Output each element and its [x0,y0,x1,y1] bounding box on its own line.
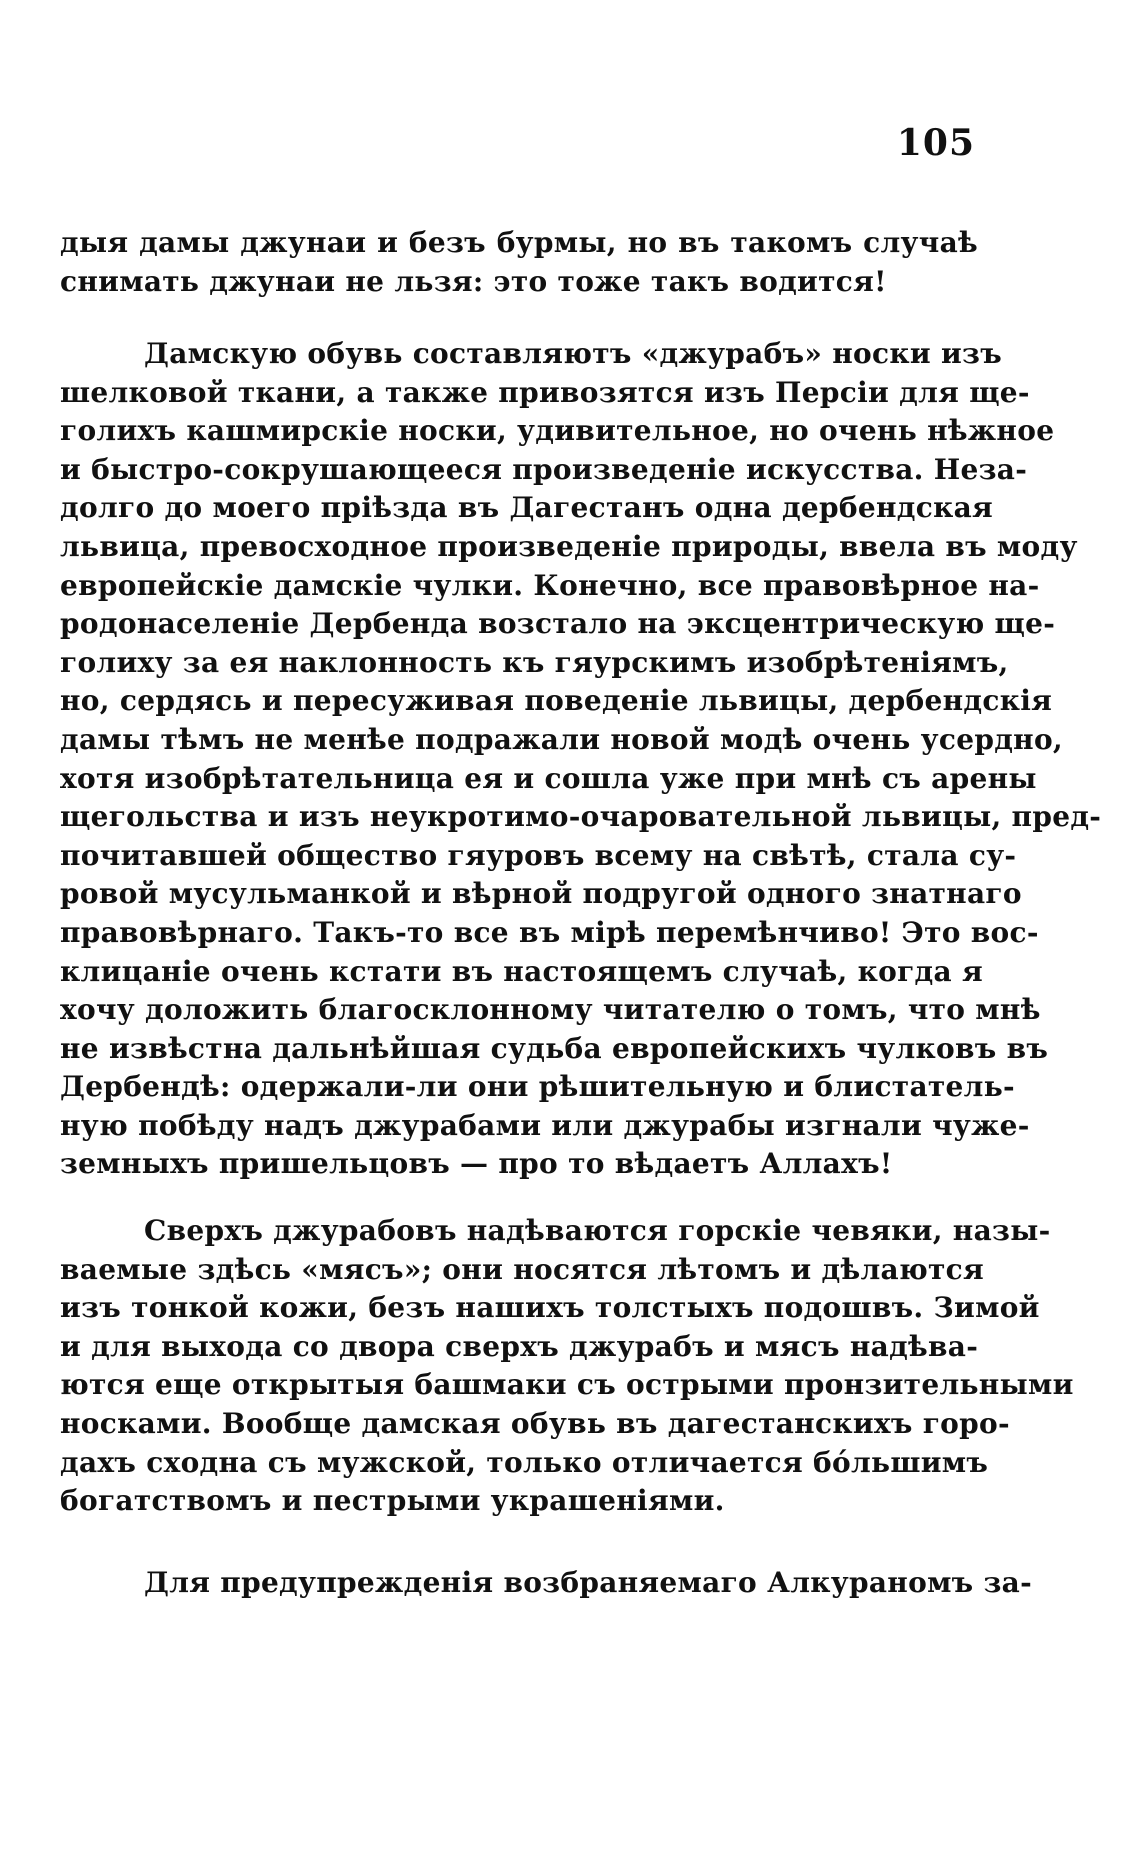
text-line: хочу доложить благосклонному читателю о томъ, что мнѣ [60,993,1041,1027]
text-line: богатствомъ и пестрыми украшеніями. [60,1484,725,1518]
text-line: европейскіе дамскіе чулки. Конечно, все правовѣрное на- [60,568,1040,602]
text-line: снимать джунаи не льзя: это тоже такъ водится! [60,264,887,298]
text-line: Сверхъ джурабовъ надѣваются горскіе чевяки, назы- [144,1214,1051,1247]
text-line: клицаніе очень кстати въ настоящемъ случаѣ, когда я [60,954,983,988]
text-line: Дербендѣ: одержали-ли они рѣшительную и блистатель- [60,1070,1015,1104]
text-line: Для предупрежденія возбраняемаго Алкураномъ за- [144,1566,1033,1599]
text-line: но, сердясь и пересуживая поведеніе львицы, дербендскія [60,684,1053,718]
text-line: дахъ сходна съ мужской, только отличается бо́льшимъ [60,1445,989,1479]
paragraph-1 [60,224,978,301]
text-line: почитавшей общество гяуровъ всему на свѣтѣ, стала су- [60,838,1017,872]
text-line: дамы тѣмъ не менѣе подражали новой модѣ очень усердно, [60,722,1063,756]
text-line: изъ тонкой кожи, безъ нашихъ толстыхъ подошвъ. Зимой [60,1291,1040,1325]
text-line: и для выхода со двора сверхъ джурабъ и мясъ надѣва- [60,1329,979,1363]
text-line: ную побѣду надъ джурабами или джурабы изгнали чуже- [60,1108,1030,1142]
text-line: щегольства и изъ неукротимо-очаровательной львицы, пред- [60,800,1102,834]
text-line: земныхъ пришельцовъ — про то вѣдаетъ Аллахъ! [60,1147,893,1181]
text-line: львица, превосходное произведеніе природы, ввела въ моду [60,529,1078,563]
paragraph-3 [60,1212,1074,1521]
text-line: голиху за ея наклонность къ гяурскимъ изобрѣтеніямъ, [60,645,1009,679]
text-line: шелковой ткани, а также привозятся изъ Персіи для ще- [60,375,1030,409]
page-number: 105 [896,122,975,164]
text-line: не извѣстна дальнѣйшая судьба европейскихъ чулковъ въ [60,1031,1049,1065]
text-line: родонаселеніе Дербенда возстало на эксцентрическую ще- [60,607,1056,641]
text-line: дыя дамы джунаи и безъ бурмы, но въ такомъ случаѣ [60,226,978,259]
text-line: голихъ кашмирскіе носки, удивительное, но очень нѣжное [60,414,1055,448]
text-line: ваемые здѣсь «мясъ»; они носятся лѣтомъ и дѣлаются [60,1252,984,1286]
text-line: носками. Вообще дамская обувь въ дагестанскихъ горо- [60,1406,1010,1440]
text-line: правовѣрнаго. Такъ-то все въ мiрѣ перемѣнчиво! Это вос- [60,915,1039,949]
text-line: Дамскую обувь составляютъ «джурабъ» носки изъ [144,337,1002,370]
text-line: хотя изобрѣтательница ея и сошла уже при мнѣ съ арены [60,761,1037,795]
paragraph-2 [60,335,1102,1184]
text-line: ются еще открытыя башмаки съ острыми пронзительными [60,1368,1074,1402]
text-line: ровой мусульманкой и вѣрной подругой одного знатнаго [60,877,1022,911]
text-line: долго до моего прiѣзда въ Дагестанъ одна дербендская [60,491,994,525]
paragraph-4 [60,1564,1033,1603]
text-line: и быстро-сокрушающееся произведеніе искусства. Неза- [60,452,1028,486]
